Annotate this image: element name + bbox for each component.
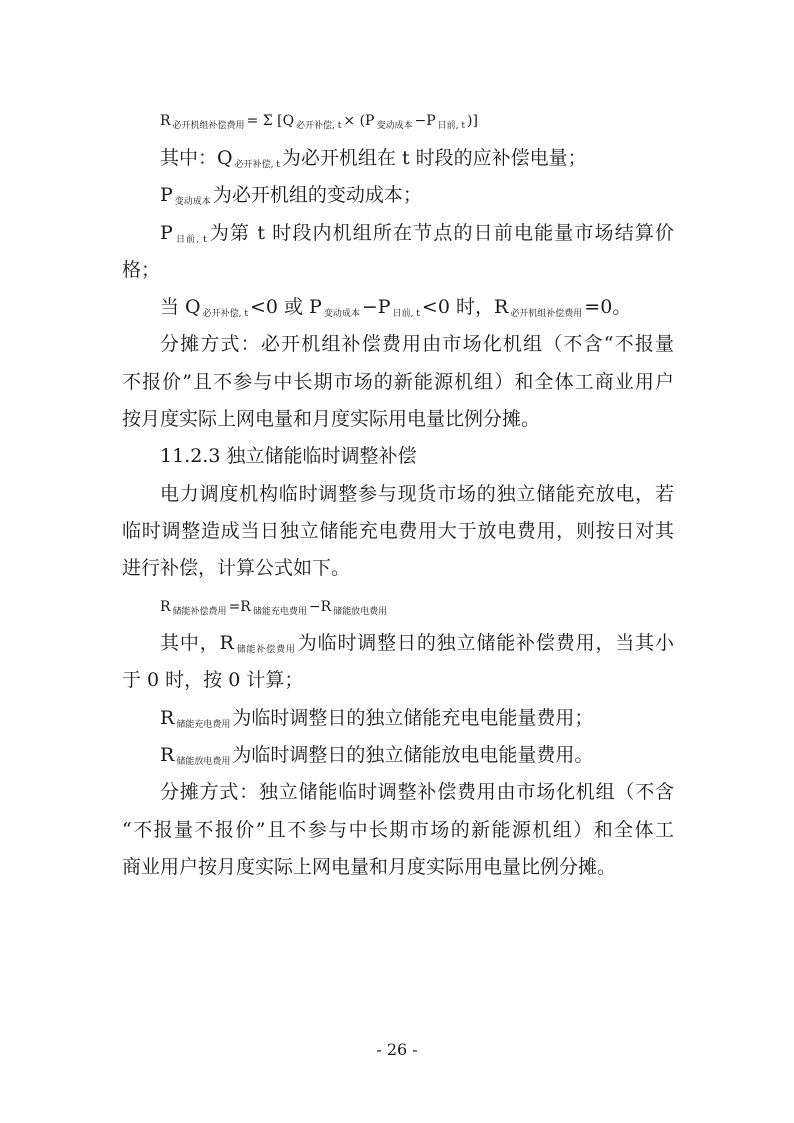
condition-text: =0。: [584, 296, 632, 318]
condition-subscript: 必开机组补偿费用: [510, 309, 583, 319]
formula-symbol: P: [426, 113, 436, 129]
formula-symbol: R: [160, 113, 171, 129]
paragraph-line: 临时调整造成当日独立储能充电费用大于放电费用，则按日对其: [122, 520, 674, 542]
definition-subscript: 变动成本: [174, 197, 211, 207]
formula-subscript: 日前, t: [437, 121, 465, 131]
formula-must-run-compensation: [160, 109, 674, 135]
definition-text: 为临时调整日的独立储能补偿费用，当其小: [297, 632, 674, 654]
definition-prefix: 其中，R: [160, 632, 234, 654]
definition-text: 为临时调整日的独立储能放电电能量费用。: [232, 744, 594, 766]
definition-p-day-ahead: [160, 221, 674, 249]
definition-r-compensation-cont: 于 0 时，按 0 计算；: [122, 669, 304, 691]
definition-subscript: 储能充电费用: [176, 720, 231, 730]
condition-text: 当 Q: [160, 296, 201, 318]
definition-prefix: P: [160, 222, 173, 244]
condition-text: −P: [361, 296, 391, 318]
definition-q: [160, 146, 674, 174]
definition-text: 为临时调整日的独立储能充电电能量费用；: [232, 707, 594, 729]
formula-subscript: 储能充电费用: [252, 607, 307, 617]
definition-text: 为必开机组的变动成本；: [212, 184, 422, 206]
formula-subscript: 必开机组补偿费用: [172, 121, 245, 131]
condition-subscript: 变动成本: [323, 309, 360, 319]
paragraph-line: 不报价”且不参与中长期市场的新能源机组）和全体工商业用户: [122, 371, 674, 393]
definition-text: 为第 t 时段内机组所在节点的日前电能量市场结算价: [208, 222, 674, 244]
formula-subscript: 必开补偿, t: [296, 121, 342, 131]
definition-p-day-ahead-cont: 格；: [122, 259, 161, 281]
definition-prefix: P: [160, 184, 173, 206]
formula-operator: −: [414, 113, 427, 129]
definition-p-variable-cost: [160, 183, 674, 211]
condition-subscript: 必开补偿, t: [202, 309, 248, 319]
definition-text: 为必开机组在 t 时段的应补偿电量；: [281, 147, 587, 169]
section-heading: 11.2.3 独立储能临时调整补偿: [160, 445, 417, 467]
formula-subscript: 变动成本: [376, 121, 413, 131]
formula-operator: × (: [343, 113, 366, 129]
definition-subscript: 必开补偿, t: [234, 160, 280, 170]
condition-line: [160, 295, 674, 323]
page-number: - 26 -: [376, 1040, 418, 1059]
condition-text: <0 时，R: [421, 296, 509, 318]
paragraph-line: 按月度实际上网电量和月度实际用电量比例分摊。: [122, 408, 541, 430]
definition-subscript: 储能补偿费用: [235, 645, 296, 655]
paragraph-line: 进行补偿，计算公式如下。: [122, 557, 351, 579]
definition-subscript: 储能放电费用: [176, 757, 231, 767]
paragraph-line: 分摊方式：独立储能临时调整补偿费用由市场化机组（不含: [160, 781, 674, 803]
definition-r-discharge: [160, 743, 674, 771]
formula-symbol: Q: [282, 113, 295, 129]
formula-operator: )]: [466, 113, 478, 129]
formula-symbol: P: [365, 113, 375, 129]
formula-symbol: R: [160, 599, 171, 615]
definition-prefix: R: [160, 744, 175, 766]
formula-subscript: 储能放电费用: [333, 607, 388, 617]
definition-prefix: R: [160, 707, 175, 729]
definition-prefix: 其中：Q: [160, 147, 233, 169]
condition-subscript: 日前, t: [392, 309, 420, 319]
definition-r-compensation: [160, 631, 674, 659]
paragraph-line: 分摊方式：必开机组补偿费用由市场化机组（不含“不报量: [160, 333, 674, 355]
formula-storage-compensation: [160, 595, 674, 621]
formula-operator: =R: [228, 599, 251, 615]
condition-text: <0 或 P: [249, 296, 322, 318]
formula-operator: −R: [308, 599, 332, 615]
paragraph-line: 电力调度机构临时调整参与现货市场的独立储能充放电，若: [160, 483, 674, 505]
paragraph-line: “不报量不报价”且不参与中长期市场的新能源机组）和全体工: [122, 819, 674, 841]
formula-subscript: 储能补偿费用: [172, 607, 227, 617]
definition-subscript: 日前, t: [174, 235, 207, 245]
formula-operator: = Σ [: [246, 113, 283, 129]
paragraph-line: 商业用户按月度实际上网电量和月度实际用电量比例分摊。: [122, 856, 617, 878]
definition-r-charge: [160, 706, 674, 734]
